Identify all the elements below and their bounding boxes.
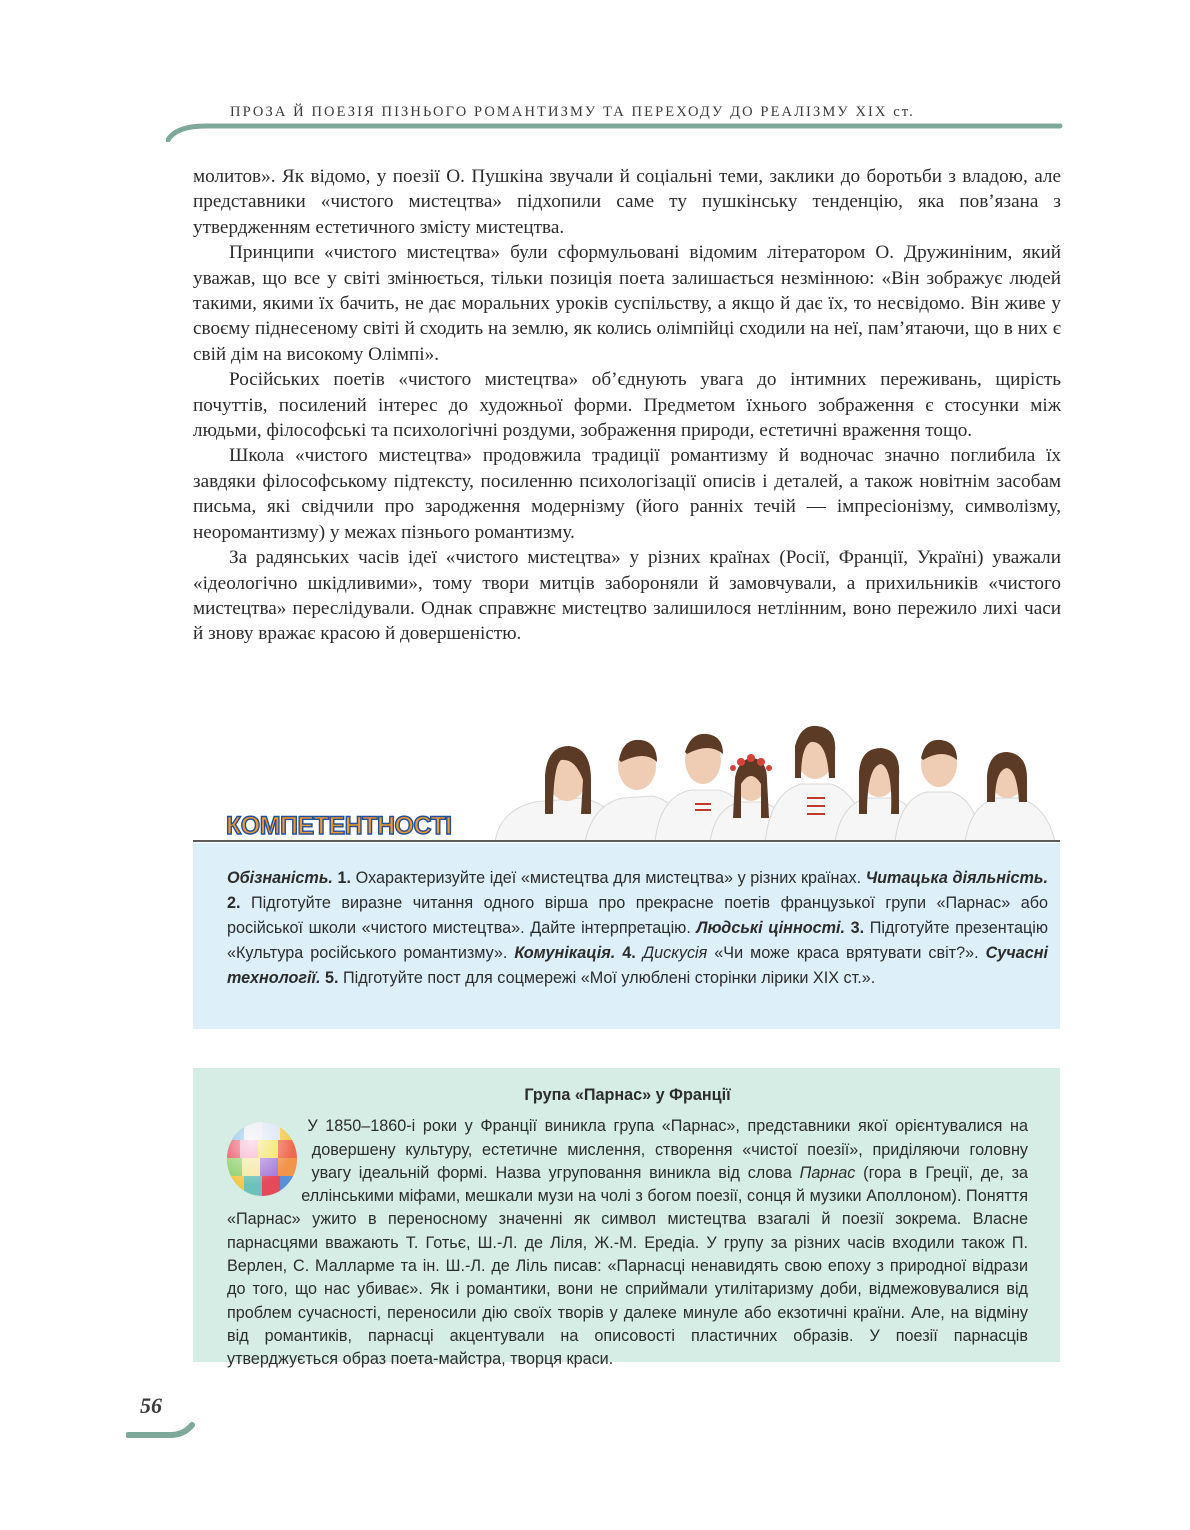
competencies-title <box>224 808 504 840</box>
task-label: Дискусія <box>642 944 708 962</box>
task-number: 4. <box>622 944 636 962</box>
info-box-title: Група «Парнас» у Франції <box>524 1086 731 1104</box>
header-rule <box>166 118 1066 142</box>
paragraph: Школа «чистого мистецтва» продовжила традиції романтизму й водночас значно поглибила їх завдяки філософському підтексту, посиленню психологізації описів і деталей, а також новітнім засобам письма, які свідчили про зародження модернізму (його ранніх течій — імпресіонізму, символізму, неоромантизму) у межах пізнього романтизму. <box>193 445 1061 543</box>
task-text: Підготуйте презентацію «Культура російського романтизму». <box>227 919 1048 962</box>
task-category: Комунікація. <box>514 944 616 962</box>
main-text <box>193 164 1061 647</box>
running-head: ПРОЗА Й ПОЕЗІЯ ПІЗНЬОГО РОМАНТИЗМУ ТА ПЕРЕХОДУ ДО РЕАЛІЗМУ XIX ст. <box>230 104 915 120</box>
task-number: 1. <box>337 869 352 887</box>
task-category: Читацька діяльність. <box>865 869 1049 887</box>
info-text-part: У 1850–1860-і роки у Франції виникла група «Парнас», представники якої орієнтувалися на довершену культуру, естетичне мислення, створення «чистої поезії», приділяючи головну увагу ідеальній формі. Назва угруповання виникла від слова <box>307 1117 1028 1182</box>
task-text: Підготуйте пост для соцмережі «Мої улюблені сторінки лірики XIX ст.». <box>338 969 876 987</box>
task-category: Сучасні технології. <box>227 944 1048 987</box>
task-number: 5. <box>325 969 339 987</box>
footer-rule <box>126 1421 196 1443</box>
term-parnas: Парнас <box>799 1163 856 1182</box>
task-number: 3. <box>850 919 865 937</box>
students-photo <box>495 718 1060 842</box>
competencies-box <box>193 843 1060 1029</box>
paragraph: Принципи «чистого мистецтва» були сформульовані відомим літератором О. Дружиніним, який уважав, що все у світі змінюється, тільки позиція поета залишається незмінною: «Він зображує людей такими, якими їх бачить, не дає моральних уроків суспільству, а якщо й дає їх, то несвідомо. Він живе у своєму піднесеному світі й сходить на землю, як колись олімпійці сходили на неї, пам’ятаючи, що в них є свій дім на високому Олімпі». <box>193 242 1061 365</box>
svg-text:КОМПЕТЕНТНОСТІ: КОМПЕТЕНТНОСТІ <box>226 812 452 840</box>
info-box <box>193 1068 1060 1369</box>
competencies-divider <box>193 840 1060 842</box>
task-text: «Чи може краса врятувати світ?». <box>707 944 986 962</box>
task-number: 2. <box>227 894 241 912</box>
paragraph: За радянських часів ідеї «чистого мистецтва» у різних країнах (Росії, Франції, Україні) уважали «ідеологічно шкідливими», тому твори митців забороняли й замовчували, а прихильників «чистого мистецтва» переслідували. Однак справжнє мистецтво залишилося нетлінним, воно пережило лихі часи й знову вражає красою й довершеністю. <box>193 547 1061 645</box>
info-box-text <box>227 1115 1028 1371</box>
globe-icon <box>224 1117 300 1199</box>
paragraph: молитов». Як відомо, у поезії О. Пушкіна звучали й соціальні теми, заклики до боротьби з владою, але представники «чистого мистецтва» підхопили саме ту пушкінську тенденцію, яка пов’язана з утвердженням естетичного змісту мистецтва. <box>193 166 1061 238</box>
info-text-part: (гора в Греції, де, за еллінськими міфами, мешкали музи на чолі з богом поезії, сонця й музики Аполлоном). Поняття «Парнас» ужито в переносному значенні як символ мистецтва взагалі й поезії зокрема. Власне парнасцями вважають Т. Готьє, Ш.-Л. де Ліля, Ж.-М. Ередіа. У групу за різних часів входили також П. Верлен, С. Малларме та ін. Ш.-Л. де Ліль писав: «Парнасці ненавидять свою епоху з природної відрази до того, що нас убиває». Як і романтики, вони не сприймали утилітаризму доби, відмежовувалися від проблем сучасності, переносили дію своїх творів у далеке минуле або екзотичні країни. Але, на відміну від романтиків, парнасці акцентували на описовості пластичних образів. У поезії парнасців утверджується образ поета-майстра, творця краси. <box>227 1163 1028 1369</box>
page-number: 56 <box>140 1393 162 1418</box>
task-category: Обізнаність. <box>227 869 333 887</box>
task-text: Охарактеризуйте ідеї «мистецтва для мистецтва» у різних країнах. <box>351 869 866 887</box>
task-text: Підготуйте виразне читання одного вірша про прекрасне поетів французької групи «Парнас» або російської школи «чистого мистецтва». Дайте інтерпретацію. <box>227 894 1048 937</box>
paragraph: Російських поетів «чистого мистецтва» об’єднують увага до інтимних переживань, щирість почуттів, посилений інтерес до художньої форми. Предметом їхнього зображення є стосунки між людьми, філософські та психологічні роздуми, зображення природи, естетичні враження тощо. <box>193 369 1061 442</box>
task-category: Людські цінності. <box>696 919 846 937</box>
